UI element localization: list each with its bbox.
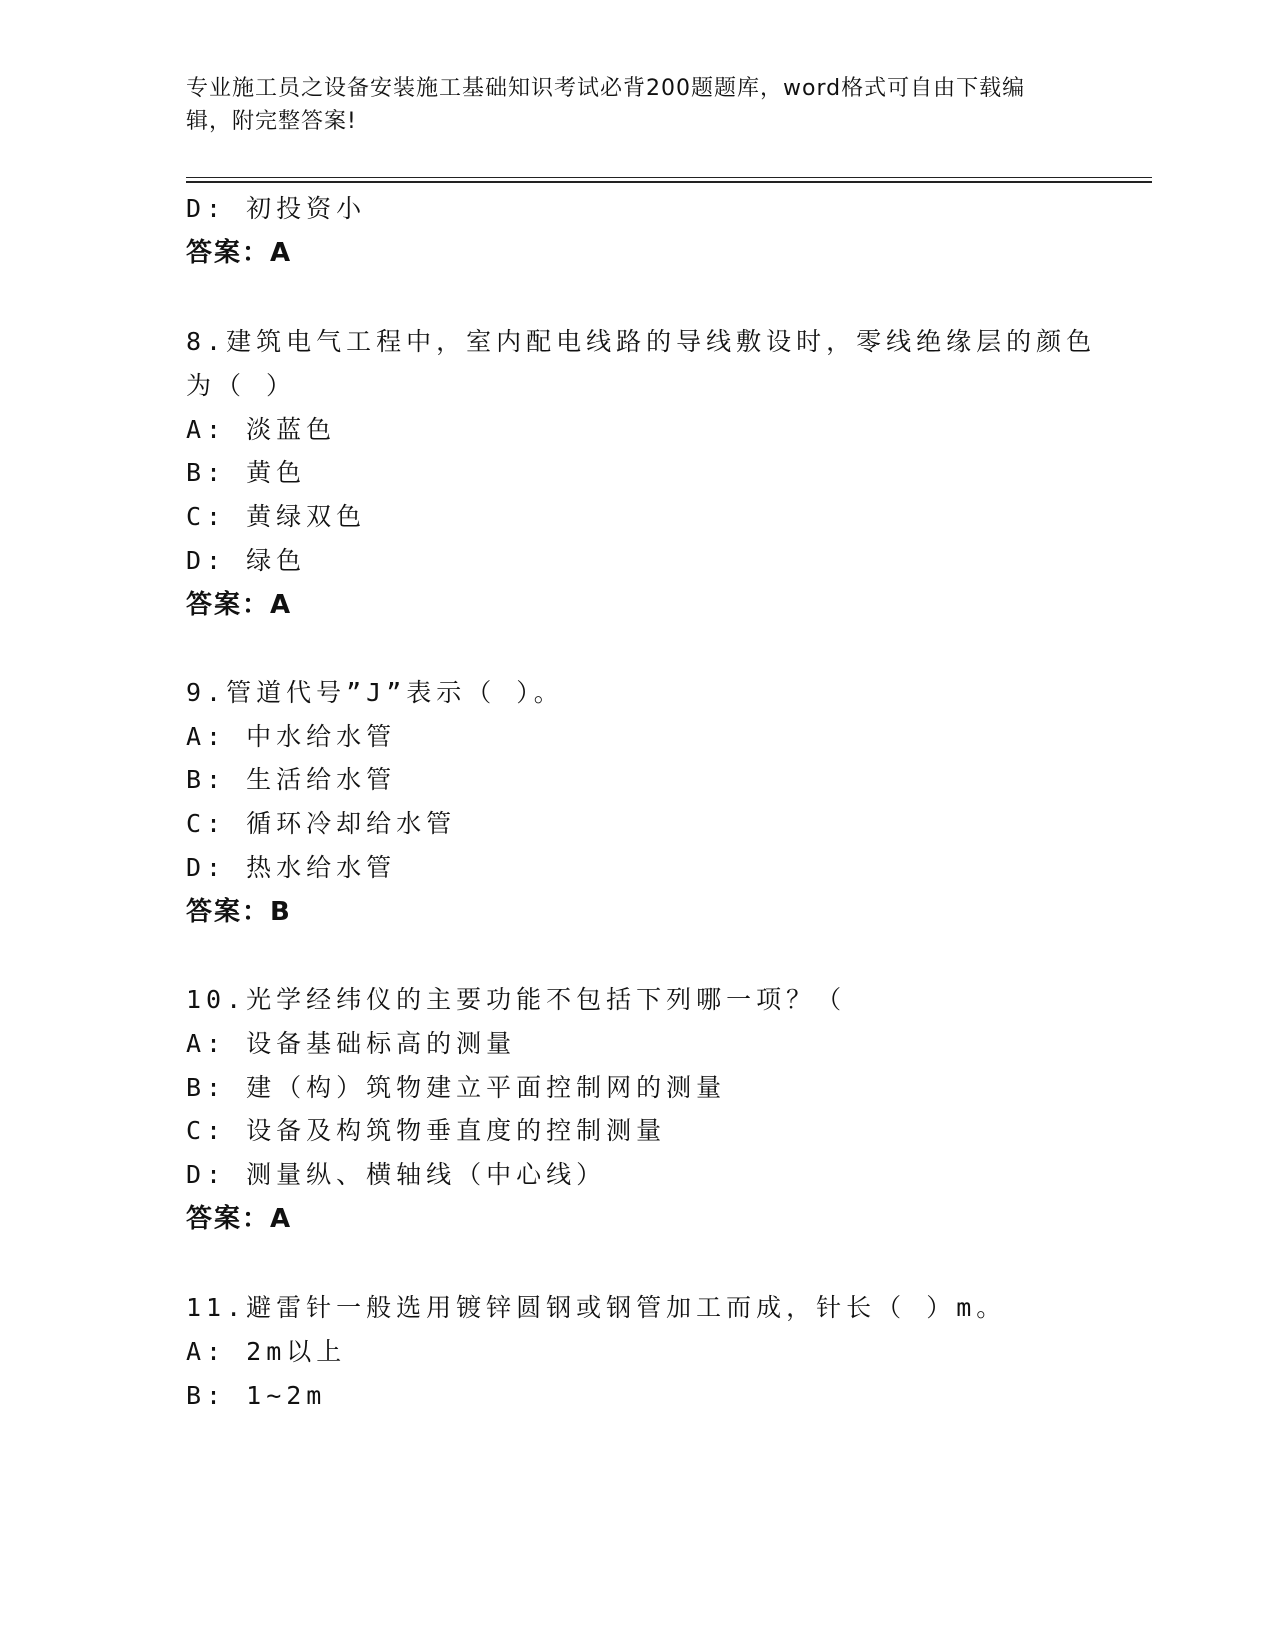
q10-answer: 答案：A (186, 1204, 293, 1234)
q9-option-d: D: 热水给水管 (186, 853, 397, 882)
q8-stem: 8.建筑电气工程中，室内配电线路的导线敷设时，零线绝缘层的颜色 (186, 327, 1097, 356)
q9-answer: 答案：B (186, 897, 292, 927)
q8-stem-continued: 为（ ） (186, 371, 297, 400)
q8-option-b: B: 黄色 (186, 458, 307, 487)
q10-option-d: D: 测量纵、横轴线（中心线） (186, 1160, 607, 1189)
q9-option-a: A: 中水给水管 (186, 722, 397, 751)
q8-answer: 答案：A (186, 590, 293, 620)
q7-option-d: D: 初投资小 (186, 194, 367, 223)
q11-option-b: B: 1~2m (186, 1381, 327, 1410)
q7-answer: 答案：A (186, 238, 293, 268)
header-divider-thin (186, 177, 1152, 178)
q9-option-c: C: 循环冷却给水管 (186, 809, 457, 838)
q8-option-a: A: 淡蓝色 (186, 415, 337, 444)
q9-option-b: B: 生活给水管 (186, 765, 397, 794)
q9-stem: 9.管道代号”J”表示（ ）。 (186, 678, 564, 707)
q8-option-c: C: 黄绿双色 (186, 502, 367, 531)
q10-stem: 10.光学经纬仪的主要功能不包括下列哪一项？（ (186, 985, 847, 1014)
q10-option-c: C: 设备及构筑物垂直度的控制测量 (186, 1116, 667, 1145)
header-divider-thick (186, 181, 1152, 183)
q8-option-d: D: 绿色 (186, 546, 307, 575)
q10-option-a: A: 设备基础标高的测量 (186, 1029, 517, 1058)
q10-option-b: B: 建（构）筑物建立平面控制网的测量 (186, 1073, 727, 1102)
document-header: 专业施工员之设备安装施工基础知识考试必背200题题库，word格式可自由下载编辑，附完整答案! (186, 76, 1026, 134)
q11-stem: 11.避雷针一般选用镀锌圆钢或钢管加工而成，针长（ ）m。 (186, 1293, 1007, 1322)
q11-option-a: A: 2m以上 (186, 1337, 347, 1366)
